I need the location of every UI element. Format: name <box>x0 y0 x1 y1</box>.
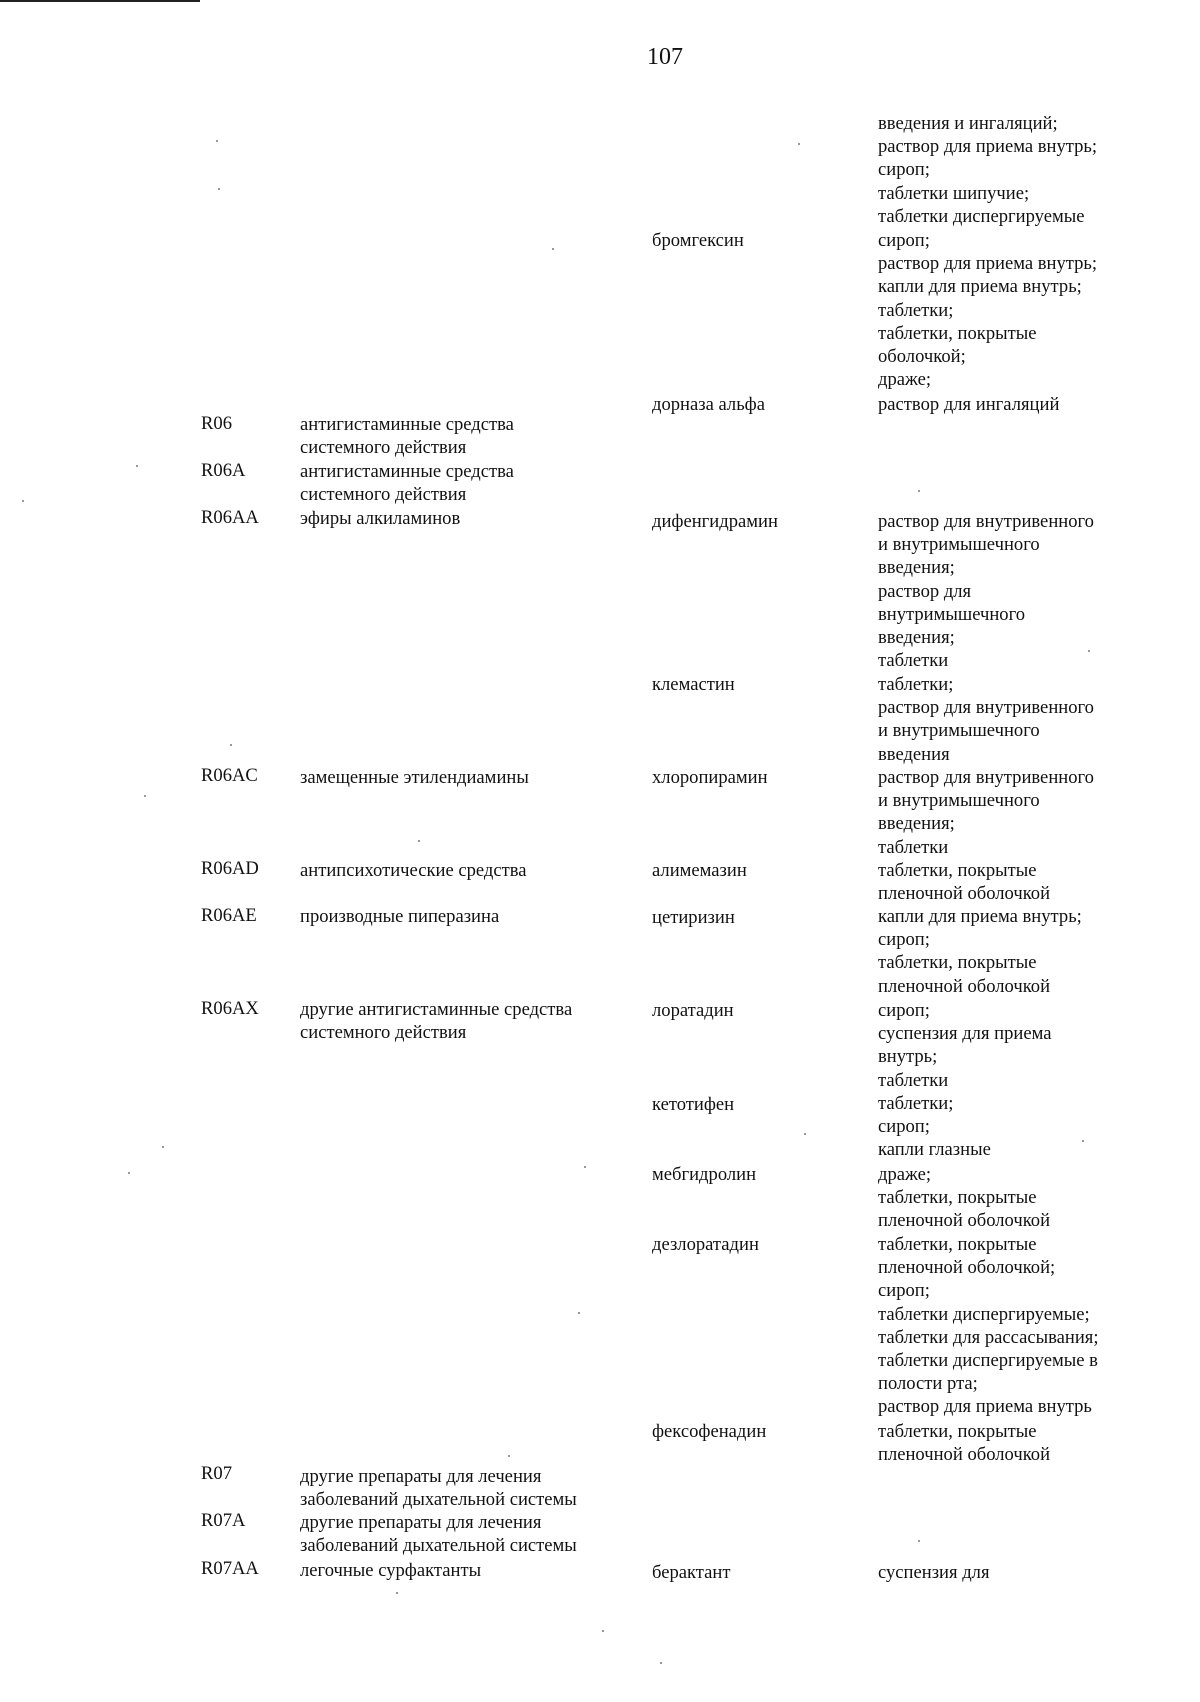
scan-speck <box>1082 1140 1084 1142</box>
scan-speck <box>396 1592 398 1594</box>
drug-name-cell: мебгидролин <box>652 1164 757 1185</box>
atc-code-cell: R07 <box>201 1463 232 1484</box>
scan-speck <box>602 1630 604 1632</box>
scan-speck <box>798 143 800 145</box>
drug-name-cell: дезлоратадин <box>652 1234 759 1255</box>
group-name-cell: легочные сурфактанты <box>300 1560 482 1581</box>
dosage-forms-cell: раствор для внутривенного и внутримышечного введения; таблетки <box>878 767 1094 858</box>
scan-speck <box>136 465 138 467</box>
scan-speck <box>144 795 146 797</box>
group-name-cell: антигистаминные средства системного действия <box>300 414 514 459</box>
scan-speck <box>230 744 232 746</box>
atc-code-cell: R06A <box>201 460 246 481</box>
drug-name-cell: лоратадин <box>652 1000 734 1021</box>
dosage-forms-cell: сироп; раствор для приема внутрь; капли для приема внутрь; таблетки; таблетки, покрытые оболочкой; драже; <box>878 230 1098 391</box>
top-border-line <box>0 0 200 2</box>
dosage-forms-cell: драже; таблетки, покрытые пленочной оболочкой <box>878 1164 1051 1232</box>
dosage-forms-cell: введения и ингаляций; раствор для приема внутрь; сироп; таблетки шипучие; таблетки диспергируемые <box>878 113 1098 227</box>
dosage-forms-cell: раствор для ингаляций <box>878 394 1060 415</box>
drug-name-cell: берактант <box>652 1562 731 1583</box>
scan-speck <box>660 1662 662 1664</box>
dosage-forms-cell: таблетки, покрытые пленочной оболочкой; сироп; таблетки диспергируемые; таблетки для рассасывания; таблетки диспергируемые в полости рта; раствор для приема внутрь <box>878 1234 1099 1418</box>
drug-name-cell: цетиризин <box>652 907 735 928</box>
dosage-forms-cell: сироп; суспензия для приема внутрь; таблетки <box>878 1000 1052 1091</box>
group-name-cell: производные пиперазина <box>300 906 500 927</box>
dosage-forms-cell: капли для приема внутрь; сироп; таблетки, покрытые пленочной оболочкой <box>878 906 1082 997</box>
dosage-forms-cell: таблетки, покрытые пленочной оболочкой <box>878 1421 1051 1466</box>
scan-speck <box>1088 650 1090 652</box>
page-number: 107 <box>647 44 683 70</box>
group-name-cell: другие препараты для лечения заболеваний дыхательной системы <box>300 1512 577 1557</box>
atc-code-cell: R07AA <box>201 1558 259 1579</box>
scan-speck <box>508 1455 510 1457</box>
group-name-cell: эфиры алкиламинов <box>300 508 461 529</box>
drug-name-cell: дифенгидрамин <box>652 511 778 532</box>
scan-speck <box>218 188 220 190</box>
drug-name-cell: клемастин <box>652 674 735 695</box>
dosage-forms-cell: таблетки, покрытые пленочной оболочкой <box>878 860 1051 905</box>
atc-code-cell: R07A <box>201 1510 246 1531</box>
scan-speck <box>216 140 218 142</box>
group-name-cell: замещенные этилендиамины <box>300 767 529 788</box>
scan-speck <box>804 1133 806 1135</box>
atc-code-cell: R06AA <box>201 507 259 528</box>
drug-name-cell: бромгексин <box>652 230 744 251</box>
scan-speck <box>918 490 920 492</box>
scan-speck <box>162 1146 164 1148</box>
group-name-cell: антипсихотические средства <box>300 860 527 881</box>
dosage-forms-cell: раствор для внутривенного и внутримышечного введения; раствор для внутримышечного введения; таблетки <box>878 511 1094 672</box>
scan-speck <box>918 1540 920 1542</box>
dosage-forms-cell: суспензия для <box>878 1562 990 1583</box>
drug-name-cell: фексофенадин <box>652 1421 767 1442</box>
scan-speck <box>584 1166 586 1168</box>
scan-speck <box>552 248 554 250</box>
drug-name-cell: дорназа альфа <box>652 394 765 415</box>
group-name-cell: другие антигистаминные средства системного действия <box>300 999 573 1044</box>
group-name-cell: другие препараты для лечения заболеваний дыхательной системы <box>300 1466 577 1511</box>
atc-code-cell: R06AC <box>201 765 258 786</box>
atc-code-cell: R06AD <box>201 858 259 879</box>
drug-name-cell: алимемазин <box>652 860 747 881</box>
atc-code-cell: R06AE <box>201 905 257 926</box>
atc-code-cell: R06AX <box>201 998 259 1019</box>
atc-code-cell: R06 <box>201 413 232 434</box>
scan-speck <box>418 840 420 842</box>
drug-name-cell: кетотифен <box>652 1094 735 1115</box>
group-name-cell: антигистаминные средства системного действия <box>300 461 514 506</box>
drug-name-cell: хлоропирамин <box>652 767 768 788</box>
dosage-forms-cell: таблетки; раствор для внутривенного и внутримышечного введения <box>878 674 1094 765</box>
scan-speck <box>578 1312 580 1314</box>
scan-speck <box>128 1172 130 1174</box>
dosage-forms-cell: таблетки; сироп; капли глазные <box>878 1093 991 1161</box>
scan-speck <box>22 500 24 502</box>
